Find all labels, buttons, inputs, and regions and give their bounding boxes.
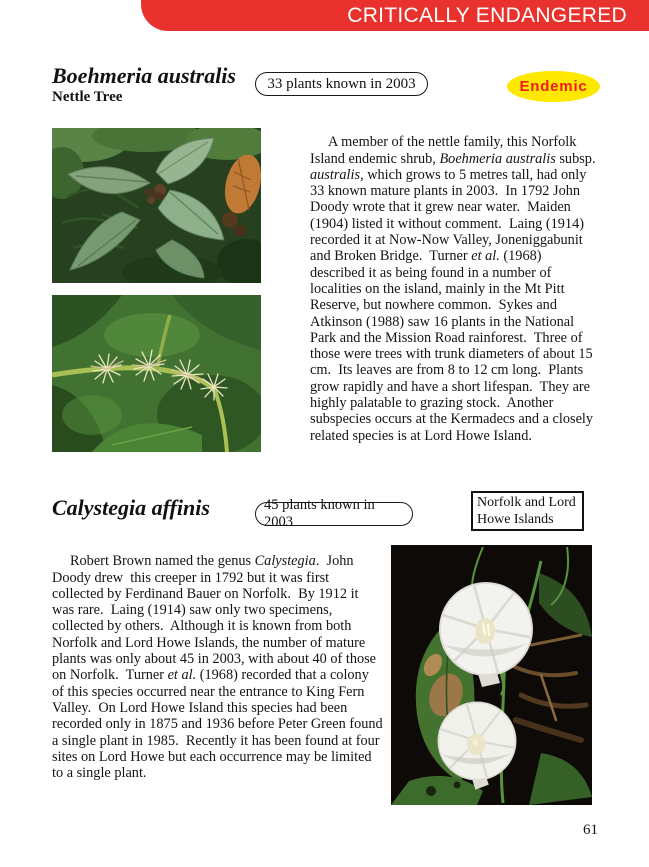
range-box-line2: Howe Islands <box>477 512 554 527</box>
boehmeria-foliage-photo <box>52 128 261 283</box>
range-box-line1: Norfolk and Lord <box>477 495 576 510</box>
page-title: CRITICALLY ENDANGERED <box>347 3 627 27</box>
species1-count-label: 33 plants known in 2003 <box>267 75 416 92</box>
species2-name: Calystegia affinis <box>52 495 210 520</box>
species2-count-badge <box>255 497 413 530</box>
calystegia-flowers-photo <box>391 545 592 805</box>
species1-count-badge <box>255 72 428 96</box>
endemic-badge <box>507 71 600 102</box>
species2-count-label: 45 plants known in 2003 <box>264 497 375 530</box>
range-box <box>471 491 584 531</box>
page-number: 61 <box>583 822 598 838</box>
species1-paragraph: A member of the nettle family, this Norfolk Island endemic shrub, Boehmeria australis subsp. australis, which grows to 5 metres tall, had only 33 known mature plants in 2003. In 1792 John Doody wrote that it grew near water. Maiden (1904) listed it without comment. Laing (1914) recorded it at Now-Now Valley, Joneniggabunit and Broken Bridge. Turner et al. (1968) described it as being found in a number of localities on the island, mainly in the Mt Pitt Reserve, but nowhere common. Sykes and Atkinson (1988) saw 16 plants in the National Park and the Mission Road rainforest. Three of those were trees with trunk diameters of about 15 cm. Its leaves are from 8 to 12 cm long. Plants grow rapidly and have a short lifespan. They are highly palatable to grazing stock. Another subspecies occurs at the Kermadecs and a closely related species is at Lord Howe Island. <box>310 134 600 444</box>
species1-common-name: Nettle Tree <box>52 89 123 105</box>
header-bar <box>141 0 649 31</box>
boehmeria-flower-spikes-photo <box>52 295 261 452</box>
species2-paragraph: Robert Brown named the genus Calystegia. John Doody drew this creeper in 1792 but it was first collected by Ferdinand Bauer on Norfolk. By 1912 it was rare. Laing (1914) saw only two specimens, collected by others. Although it is known from both Norfolk and Lord Howe Islands, the number of mature plants was only about 45 in 2003, with about 40 of those on Norfolk. Turner et al. (1968) recorded that a colony of this species occurred near the entrance to King Fern Valley. On Lord Howe Island this species had been recorded only in 1875 and 1936 before Peter Green found a single plant in 1985. Recently it has been found at four sites on Lord Howe but each occurrence may be limited to a single plant. <box>52 553 387 782</box>
endemic-label: Endemic <box>519 78 588 95</box>
species1-name: Boehmeria australis <box>52 63 236 88</box>
